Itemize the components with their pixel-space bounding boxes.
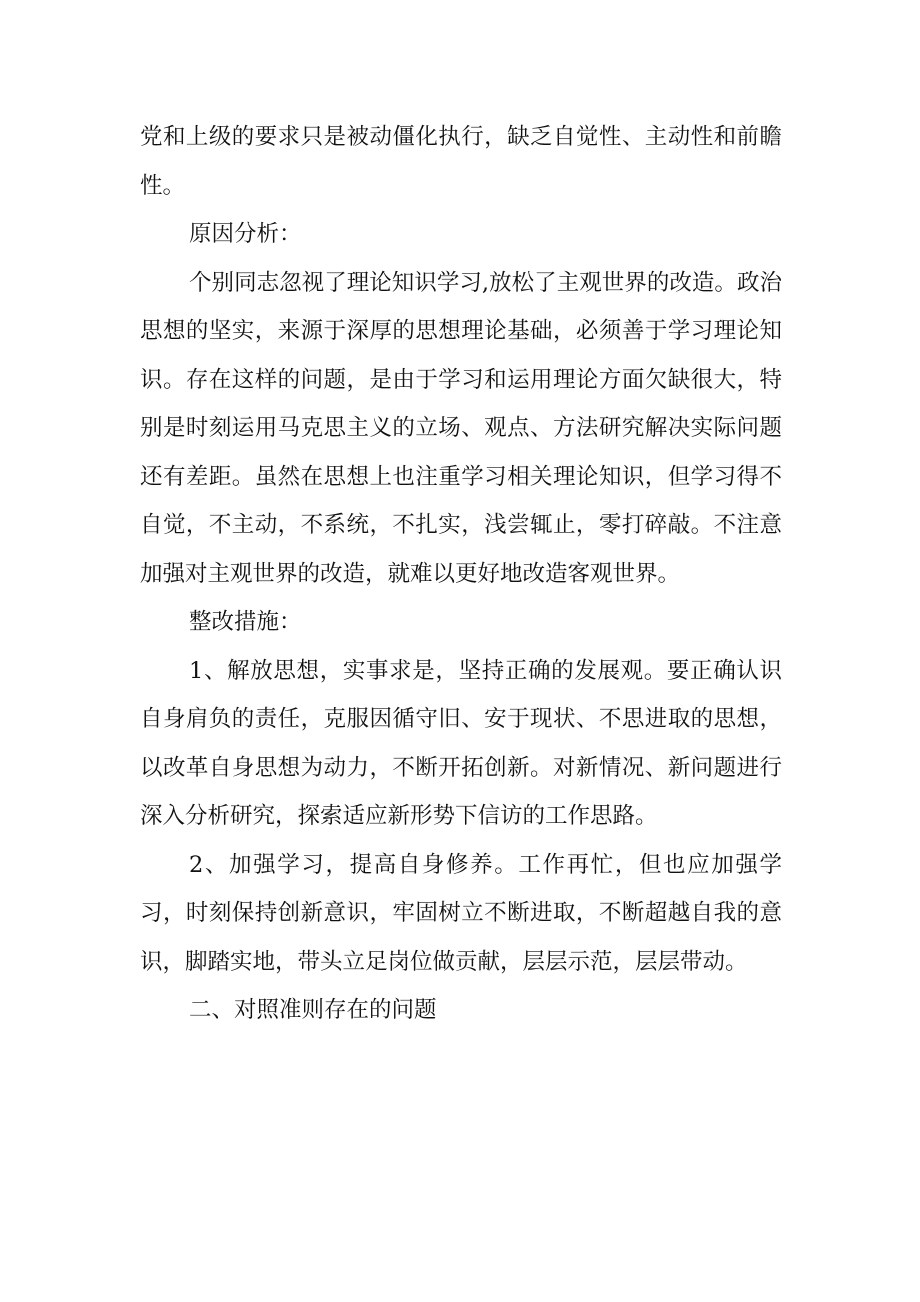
paragraph-measure-1: 1、解放思想，实事求是，坚持正确的发展观。要正确认识自身肩负的责任，克服因循守旧、安于现状、不思进取的思想，以改革自身思想为动力，不断开拓创新。对新情况、新问题进行深入分析研究，探索适应新形势下信访的工作思路。 bbox=[140, 657, 782, 829]
paragraph-measure-2: 2、加强学习，提高自身修养。工作再忙，但也应加强学习，时刻保持创新意识，牢固树立不断进取，不断超越自我的意识，脚踏实地，带头立足岗位做贡献，层层示范，层层带动。 bbox=[140, 851, 782, 975]
section-heading-2: 二、对照准则存在的问题 bbox=[189, 997, 437, 1023]
document-body bbox=[140, 113, 782, 1035]
heading-cause-analysis: 原因分析： bbox=[189, 221, 302, 247]
paragraph-continuation: 党和上级的要求只是被动僵化执行，缺乏自觉性、主动性和前瞻性。 bbox=[140, 124, 782, 199]
heading-rectification-measures: 整改措施： bbox=[189, 609, 302, 635]
paragraph-cause-analysis: 个别同志忽视了理论知识学习,放松了主观世界的改造。政治思想的坚实，来源于深厚的思想理论基础，必须善于学习理论知识。存在这样的问题，是由于学习和运用理论方面欠缺很大，特别是时刻运用马克思主义的立场、观点、方法研究解决实际问题还有差距。虽然在思想上也注重学习相关理论知识，但学习得不自觉，不主动，不系统，不扎实，浅尝辄止，零打碎敲。不注意加强对主观世界的改造，就难以更好地改造客观世界。 bbox=[140, 269, 782, 587]
